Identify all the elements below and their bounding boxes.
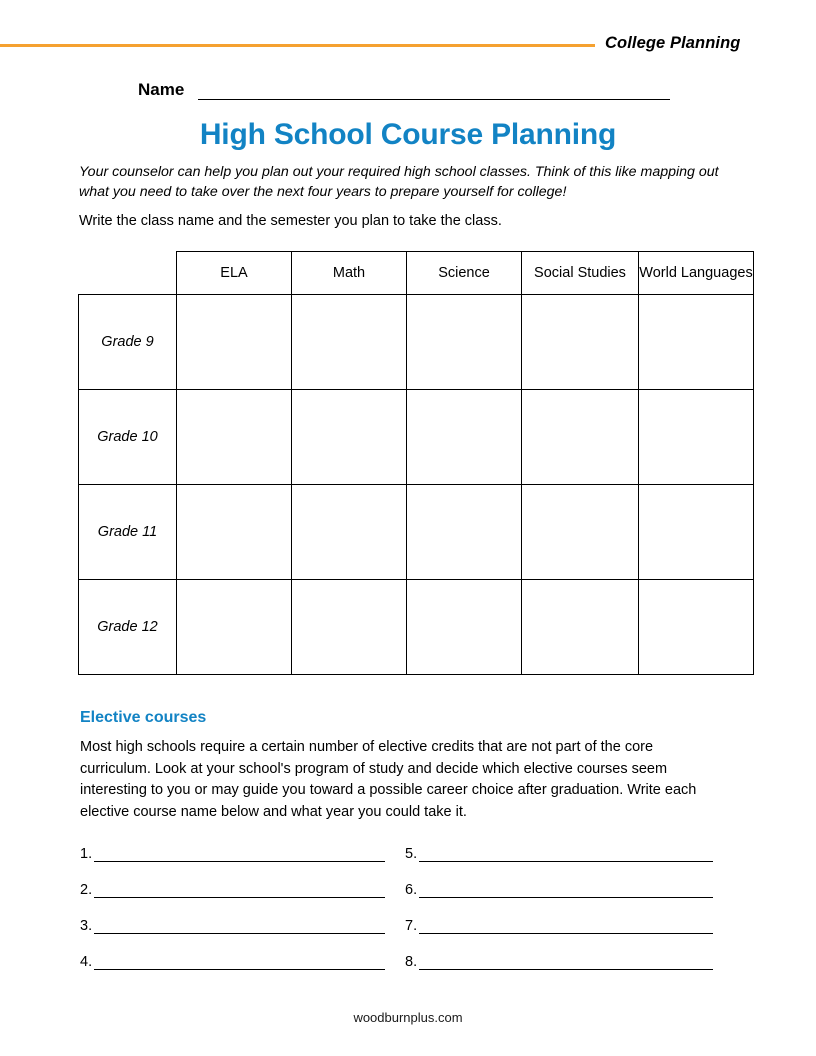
elective-blank-1-number: 1. [80, 846, 93, 862]
cell-grade11-social-studies[interactable] [522, 485, 639, 580]
elective-blank-2[interactable] [80, 876, 385, 898]
name-field[interactable] [138, 80, 678, 104]
table-row [79, 580, 754, 675]
cell-grade10-social-studies[interactable] [522, 390, 639, 485]
elective-blank-8[interactable] [405, 948, 713, 970]
elective-blank-2-number: 2. [80, 882, 93, 898]
column-header-world-languages: World Languages [639, 252, 754, 295]
column-header-social-studies: Social Studies [522, 252, 639, 295]
name-field-writing-line[interactable] [198, 99, 670, 100]
cell-grade12-science[interactable] [407, 580, 522, 675]
cell-grade12-math[interactable] [292, 580, 407, 675]
elective-blank-4-line[interactable] [94, 954, 385, 970]
intro-instruction-text: Write the class name and the semester you plan to take the class. [79, 213, 502, 229]
table-row [79, 485, 754, 580]
course-planning-table [78, 251, 754, 675]
page-title: High School Course Planning [199, 118, 617, 151]
elective-blank-3[interactable] [80, 912, 385, 934]
row-header-grade-9: Grade 9 [79, 295, 177, 390]
elective-blank-1-line[interactable] [94, 846, 385, 862]
table-header-row [79, 252, 754, 295]
table-row [79, 390, 754, 485]
elective-blank-3-line[interactable] [94, 918, 385, 934]
elective-blank-6-line[interactable] [419, 882, 713, 898]
cell-grade10-world-languages[interactable] [639, 390, 754, 485]
elective-blank-5[interactable] [405, 840, 713, 862]
column-header-science: Science [407, 252, 522, 295]
elective-blank-8-line[interactable] [419, 954, 713, 970]
cell-grade11-math[interactable] [292, 485, 407, 580]
elective-blank-4[interactable] [80, 948, 385, 970]
column-header-math: Math [292, 252, 407, 295]
cell-grade9-math[interactable] [292, 295, 407, 390]
elective-blank-5-number: 5. [405, 846, 418, 862]
elective-blank-7[interactable] [405, 912, 713, 934]
table-corner-cell [79, 252, 177, 295]
cell-grade11-science[interactable] [407, 485, 522, 580]
elective-blank-7-line[interactable] [419, 918, 713, 934]
elective-blank-1[interactable] [80, 840, 385, 862]
cell-grade9-social-studies[interactable] [522, 295, 639, 390]
cell-grade10-math[interactable] [292, 390, 407, 485]
cell-grade12-ela[interactable] [177, 580, 292, 675]
name-field-label: Name [138, 80, 185, 99]
cell-grade11-ela[interactable] [177, 485, 292, 580]
elective-blank-6[interactable] [405, 876, 713, 898]
elective-blanks-group [80, 840, 720, 972]
table-row [79, 295, 754, 390]
elective-blank-4-number: 4. [80, 954, 93, 970]
page-header [0, 34, 816, 60]
cell-grade11-world-languages[interactable] [639, 485, 754, 580]
column-header-ela: ELA [177, 252, 292, 295]
elective-blank-7-number: 7. [405, 918, 418, 934]
cell-grade10-ela[interactable] [177, 390, 292, 485]
row-header-grade-11: Grade 11 [79, 485, 177, 580]
elective-courses-heading: Elective courses [80, 709, 207, 726]
elective-blank-6-number: 6. [405, 882, 418, 898]
cell-grade9-world-languages[interactable] [639, 295, 754, 390]
header-section-label: College Planning [605, 34, 741, 52]
elective-blank-2-line[interactable] [94, 882, 385, 898]
header-accent-rule [0, 44, 595, 47]
footer-site-credit: woodburnplus.com [353, 1010, 463, 1025]
cell-grade9-ela[interactable] [177, 295, 292, 390]
elective-courses-body-text: Most high schools require a certain number of elective credits that are not part of the core curriculum. Look at your school's program of study and decide which elective courses seem interesting to you or may guide you toward a possible career choice after graduation. Write each elective course name below and what year you could take it. [80, 739, 697, 820]
cell-grade12-world-languages[interactable] [639, 580, 754, 675]
cell-grade9-science[interactable] [407, 295, 522, 390]
intro-italic-text: Your counselor can help you plan out your required high school classes. Think of this like mapping out what you need to take over the next four years to prepare yourself for college! [79, 164, 719, 200]
elective-blank-3-number: 3. [80, 918, 93, 934]
cell-grade10-science[interactable] [407, 390, 522, 485]
elective-blank-5-line[interactable] [419, 846, 713, 862]
cell-grade12-social-studies[interactable] [522, 580, 639, 675]
row-header-grade-10: Grade 10 [79, 390, 177, 485]
row-header-grade-12: Grade 12 [79, 580, 177, 675]
elective-blank-8-number: 8. [405, 954, 418, 970]
